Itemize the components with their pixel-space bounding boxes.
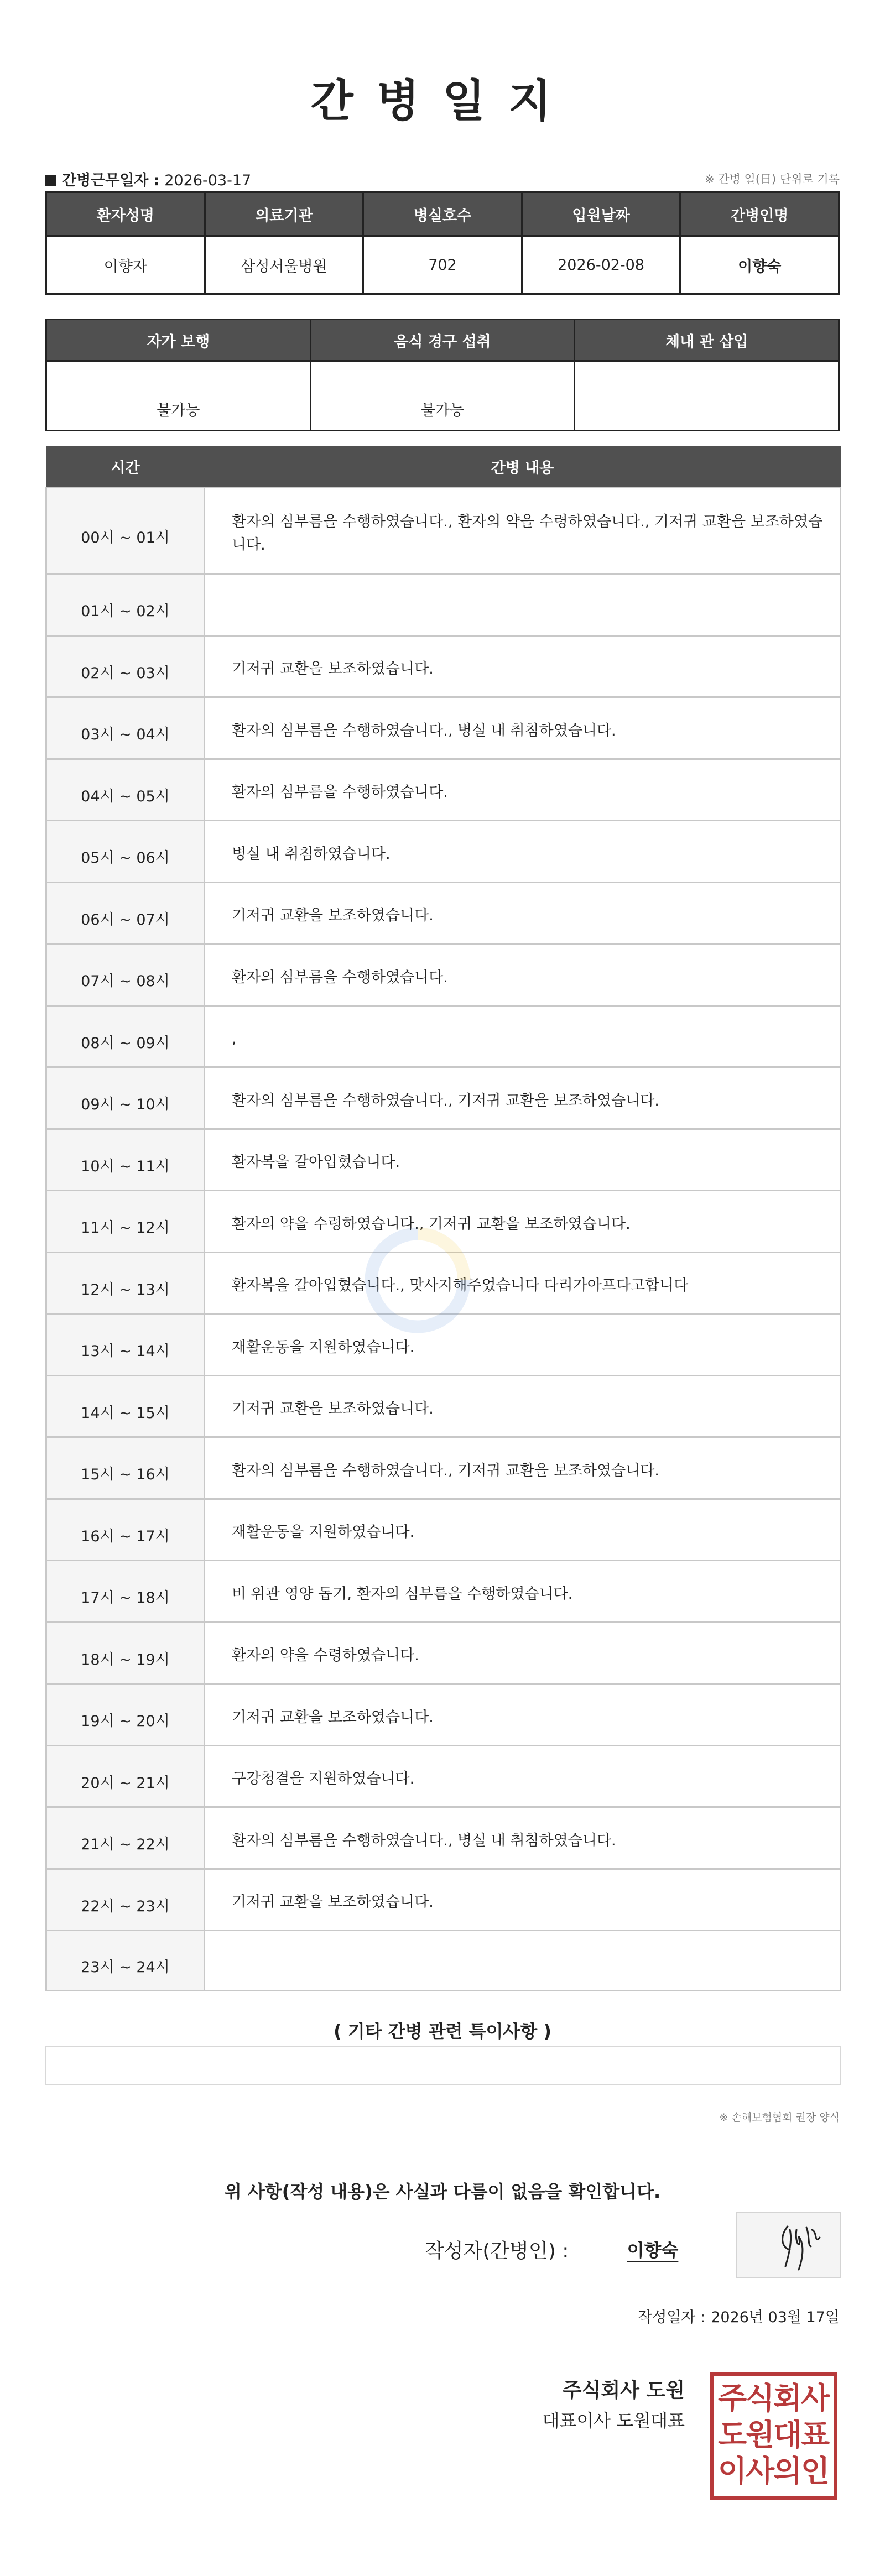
header-hospital: 의료기관 — [205, 192, 363, 236]
author-label: 작성자(간병인) : — [425, 2240, 569, 2262]
table-row — [46, 1252, 841, 1314]
care-content: 환자의 심부름을 수행하였습니다. — [205, 759, 841, 821]
seal-glyph: 사 — [746, 2454, 775, 2489]
time-slot: 03시 ~ 04시 — [46, 697, 205, 759]
patient-info-table — [45, 191, 840, 295]
time-slot: 20시 ~ 21시 — [46, 1745, 205, 1807]
table-row — [46, 1807, 841, 1869]
seal-glyph: 원 — [746, 2417, 775, 2452]
table-row — [46, 1067, 841, 1129]
time-slot: 10시 ~ 11시 — [46, 1129, 205, 1191]
patient-ability-table — [45, 319, 840, 431]
table-row — [46, 759, 841, 821]
table-row — [46, 1745, 841, 1807]
square-bullet-icon — [45, 175, 56, 186]
duty-date-label: 간병근무일자 : — [62, 172, 160, 189]
table-row — [46, 1129, 841, 1191]
care-content: 병실 내 취침하였습니다. — [205, 821, 841, 883]
association-form-note: ※ 손해보험협회 권장 양식 — [719, 2111, 840, 2124]
seal-glyph: 회 — [773, 2381, 803, 2416]
care-content: 환자의 심부름을 수행하였습니다., 기저귀 교환을 보조하였습니다. — [205, 1067, 841, 1129]
seal-glyph: 대 — [773, 2417, 803, 2452]
seal-glyph: 식 — [746, 2381, 775, 2416]
duty-date-value: 2026-03-17 — [164, 172, 252, 189]
time-slot: 19시 ~ 20시 — [46, 1684, 205, 1746]
document-title: 간병일지 — [310, 75, 575, 127]
signature-box — [736, 2212, 841, 2278]
time-slot: 14시 ~ 15시 — [46, 1375, 205, 1437]
table-row — [46, 1684, 841, 1746]
written-date-value: 2026년 03월 17일 — [711, 2309, 840, 2326]
table-row — [46, 635, 841, 697]
care-content: 재활운동을 지원하였습니다. — [205, 1499, 841, 1561]
care-content: 환자의 심부름을 수행하였습니다., 병실 내 취침하였습니다. — [205, 1807, 841, 1869]
time-slot: 18시 ~ 19시 — [46, 1622, 205, 1684]
header-room: 병실호수 — [363, 192, 522, 236]
care-content: 기저귀 교환을 보조하였습니다. — [205, 635, 841, 697]
care-content: 구강청결을 지원하였습니다. — [205, 1745, 841, 1807]
time-slot: 09시 ~ 10시 — [46, 1067, 205, 1129]
care-content: 기저귀 교환을 보조하였습니다. — [205, 882, 841, 944]
patient-info-value-row — [46, 236, 839, 294]
time-slot: 08시 ~ 09시 — [46, 1005, 205, 1067]
seal-text-grid — [718, 2380, 830, 2492]
time-slot: 23시 ~ 24시 — [46, 1931, 205, 1991]
time-slot: 07시 ~ 08시 — [46, 944, 205, 1006]
written-date-label: 작성일자 : — [638, 2309, 706, 2326]
header-patient-name: 환자성명 — [46, 192, 205, 236]
caregiver-name: 이향숙 — [680, 236, 839, 294]
company-name: 주식회사 도원 — [562, 2379, 685, 2402]
hospital-name: 삼성서울병원 — [205, 236, 363, 294]
header-caregiver: 간병인명 — [680, 192, 839, 236]
header-tube-insertion: 체내 관 삽입 — [575, 320, 839, 361]
patient-name: 이향자 — [46, 236, 205, 294]
duty-date — [45, 168, 251, 190]
care-log-table — [45, 446, 841, 1991]
table-row — [46, 1869, 841, 1931]
time-slot: 01시 ~ 02시 — [46, 574, 205, 636]
ability-value-row — [46, 361, 839, 431]
table-row — [46, 1499, 841, 1561]
table-row — [46, 1622, 841, 1684]
seal-glyph: 이 — [718, 2454, 747, 2489]
seal-glyph: 의 — [773, 2454, 803, 2489]
time-slot: 13시 ~ 14시 — [46, 1314, 205, 1376]
time-slot: 21시 ~ 22시 — [46, 1807, 205, 1869]
header-time: 시간 — [46, 446, 205, 488]
table-row — [46, 821, 841, 883]
time-slot: 22시 ~ 23시 — [46, 1869, 205, 1931]
header-care-content: 간병 내용 — [205, 446, 841, 488]
time-slot: 11시 ~ 12시 — [46, 1191, 205, 1253]
table-row — [46, 574, 841, 636]
care-content — [205, 574, 841, 636]
special-notes-box — [45, 2046, 841, 2085]
admission-date: 2026-02-08 — [522, 236, 680, 294]
care-content: 환자복을 갈아입혔습니다. — [205, 1129, 841, 1191]
table-row — [46, 1005, 841, 1067]
time-slot: 12시 ~ 13시 — [46, 1252, 205, 1314]
care-log-header-row — [46, 446, 841, 488]
care-content: 환자의 약을 수령하였습니다., 기저귀 교환을 보조하였습니다. — [205, 1191, 841, 1253]
time-slot: 04시 ~ 05시 — [46, 759, 205, 821]
care-content — [205, 1931, 841, 1991]
room-number: 702 — [363, 236, 522, 294]
time-slot: 00시 ~ 01시 — [46, 488, 205, 574]
oral-intake-value: 불가능 — [310, 361, 575, 431]
seal-glyph: 인 — [801, 2454, 830, 2489]
special-notes-title: ( 기타 간병 관련 특이사항 ) — [333, 2021, 552, 2042]
written-date — [638, 2305, 840, 2327]
time-slot: 02시 ~ 03시 — [46, 635, 205, 697]
representative-name: 대표이사 도원대표 — [542, 2410, 685, 2431]
time-slot: 06시 ~ 07시 — [46, 882, 205, 944]
seal-glyph: 사 — [801, 2381, 830, 2416]
care-content: , — [205, 1005, 841, 1067]
table-row — [46, 1191, 841, 1253]
confirmation-statement: 위 사항(작성 내용)은 사실과 다름이 없음을 확인합니다. — [224, 2181, 661, 2202]
handwritten-signature — [737, 2213, 840, 2277]
self-walking-value: 불가능 — [46, 361, 311, 431]
company-seal-stamp — [710, 2372, 837, 2500]
table-row — [46, 1437, 841, 1499]
care-content: 비 위관 영양 돕기, 환자의 심부름을 수행하였습니다. — [205, 1561, 841, 1623]
author-name: 이향숙 — [627, 2240, 679, 2261]
time-slot: 17시 ~ 18시 — [46, 1561, 205, 1623]
table-row — [46, 882, 841, 944]
care-content: 기저귀 교환을 보조하였습니다. — [205, 1869, 841, 1931]
care-log-body — [46, 488, 841, 1991]
care-content: 기저귀 교환을 보조하였습니다. — [205, 1684, 841, 1746]
seal-glyph: 도 — [718, 2417, 747, 2452]
care-content: 환자의 심부름을 수행하였습니다., 병실 내 취침하였습니다. — [205, 697, 841, 759]
header-admission-date: 입원날짜 — [522, 192, 680, 236]
care-content: 환자복을 갈아입혔습니다., 맛사지해주었습니다 다리가아프다고합니다 — [205, 1252, 841, 1314]
header-oral-intake: 음식 경구 섭취 — [310, 320, 575, 361]
care-content: 환자의 심부름을 수행하였습니다., 환자의 약을 수령하였습니다., 기저귀 교환을 보조하였습니다. — [205, 488, 841, 574]
care-content: 기저귀 교환을 보조하였습니다. — [205, 1375, 841, 1437]
care-content: 재활운동을 지원하였습니다. — [205, 1314, 841, 1376]
care-content: 환자의 약을 수령하였습니다. — [205, 1622, 841, 1684]
unit-note: ※ 간병 일(日) 단위로 기록 — [705, 173, 840, 186]
care-content: 환자의 심부름을 수행하였습니다. — [205, 944, 841, 1006]
ability-header-row — [46, 320, 839, 361]
tube-insertion-value — [575, 361, 839, 431]
table-row — [46, 488, 841, 574]
seal-glyph: 표 — [801, 2417, 830, 2452]
header-self-walking: 자가 보행 — [46, 320, 311, 361]
time-slot: 16시 ~ 17시 — [46, 1499, 205, 1561]
table-row — [46, 944, 841, 1006]
table-row — [46, 1375, 841, 1437]
table-row — [46, 1314, 841, 1376]
duty-date-row — [45, 166, 840, 188]
care-content: 환자의 심부름을 수행하였습니다., 기저귀 교환을 보조하였습니다. — [205, 1437, 841, 1499]
time-slot: 15시 ~ 16시 — [46, 1437, 205, 1499]
seal-glyph: 주 — [718, 2381, 747, 2416]
time-slot: 05시 ~ 06시 — [46, 821, 205, 883]
table-row — [46, 697, 841, 759]
patient-info-header-row — [46, 192, 839, 236]
table-row — [46, 1561, 841, 1623]
table-row — [46, 1931, 841, 1991]
